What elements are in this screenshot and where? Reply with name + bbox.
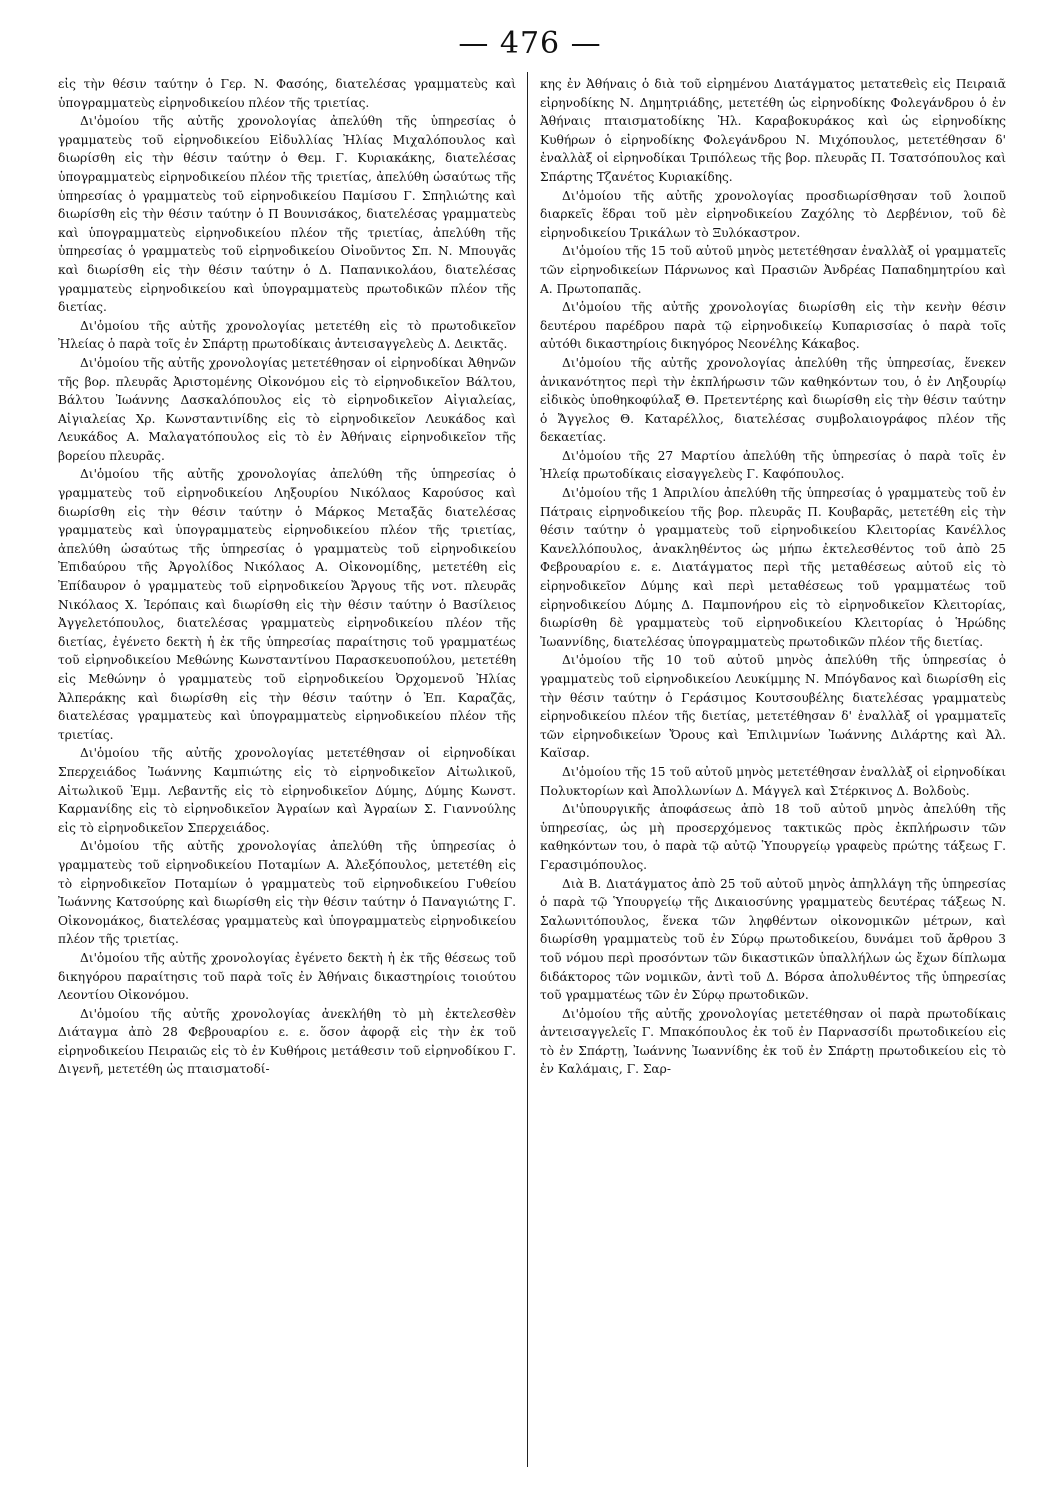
paragraph: εἰς τὴν θέσιν ταύτην ὁ Γερ. Ν. Φασόης, διατελέσας γραμματεὺς καὶ ὑπογραμματεὺς εἰρηνοδικείου πλέον τῆς τριετίας. <box>58 77 516 110</box>
paragraph: Δι'ὑπουργικῆς ἀποφάσεως ἀπὸ 18 τοῦ αὐτοῦ μηνὸς ἀπελύθη τῆς ὑπηρεσίας, ὡς μὴ προσερχόμενος τακτικῶς πρὸς ἐκπλήρωσιν τῶν καθηκόντων του, ὁ παρὰ τῷ αὐτῷ Ὑπουργείῳ γραφεὺς πρώτης τάξεως Γ. Γερασιμόπουλος. <box>540 802 1006 872</box>
paragraph: Δι'ὁμοίου τῆς αὐτῆς χρονολογίας μετετέθησαν οἱ παρὰ πρωτοδίκαις ἀντεισαγγελεῖς Γ. Μπακόπουλος ἐκ τοῦ ἐν Παρνασσίδι πρωτοδικείου εἰς τὸ ἐν Σπάρτῃ, Ἰωάννης Ἰωαννίδης ἐκ τοῦ ἐν Σπάρτῃ πρωτοδικείου εἰς τὸ ἐν Καλάμαις, Γ. Σαρ- <box>540 1006 1006 1077</box>
left-column <box>58 75 516 1079</box>
paragraph: Δι'ὁμοίου τῆς αὐτῆς χρονολογίας ἀπελύθη τῆς ὑπηρεσίας ὁ γραμματεὺς τοῦ εἰρηνοδικείου Ποταμίων Α. Ἀλεξόπουλος, μετετέθη εἰς τὸ εἰρηνοδικεῖον Ποταμίων ὁ γραμματεὺς τοῦ εἰρηνοδικείου Γυθείου Ἰωάννης Κατσούρης καὶ διωρίσθη εἰς τὴν θέσιν ταύτην ὁ Παναγιώτης Γ. Οἰκονομάκος, διατελέσας γραμματεὺς καὶ ὑπογραμματεὺς εἰρηνοδικείου πλέον τῆς τριετίας. <box>58 839 516 947</box>
paragraph: Δι'ὁμοίου τῆς 15 τοῦ αὐτοῦ μηνὸς μετετέθησαν ἐναλλὰξ οἱ εἰρηνοδίκαι Πολυκτορίων καὶ Ἀπολλωνίων Δ. Μάγγελ καὶ Στέρκινος Δ. Βολδοὺς. <box>540 764 1006 798</box>
paragraph: Δι'ὁμοίου τῆς αὐτῆς χρονολογίας ἀνεκλήθη τὸ μὴ ἐκτελεσθὲν Διάταγμα ἀπὸ 28 Φεβρουαρίου ε. ε. ὅσον ἀφορᾷ εἰς τὴν ἐκ τοῦ εἰρηνοδικείου Πειραιῶς εἰς τὸ ἐν Κυθήροις μετάθεσιν τοῦ εἰρηνοδίκου Γ. Διγενῆ, μετετέθη ὡς πταισματοδί- <box>58 1006 516 1077</box>
column-divider <box>527 72 528 1467</box>
paragraph: Δι'ὁμοίου τῆς αὐτῆς χρονολογίας ἐγένετο δεκτὴ ἡ ἐκ τῆς θέσεως τοῦ δικηγόρου παραίτησις τοῦ παρὰ τοῖς ἐν Ἀθήναις δικαστηρίοις τοιούτου Λεοντίου Οἰκονόμου. <box>58 950 516 1003</box>
paragraph: Δι'ὁμοίου τῆς αὐτῆς χρονολογίας ἀπελύθη τῆς ὑπηρεσίας ὁ γραμματεὺς τοῦ εἰρηνοδικείου Εἰδυλλίας Ἠλίας Μιχαλόπουλος καὶ διωρίσθη εἰς τὴν θέσιν ταύτην ὁ Θεμ. Γ. Κυριακάκης, διατελέσας ὑπογραμματεὺς εἰρηνοδικείου πλέον τῆς τριετίας, ἀπελύθη ὡσαύτως τῆς ὑπηρεσίας ὁ γραμματεὺς τοῦ εἰρηνοδικείου Παμίσου Γ. Σπηλιώτης καὶ διωρίσθη εἰς τὴν θέσιν ταύτην ὁ Π Βουνισάκος, διατελέσας γραμματεὺς καὶ ὑπογραμματεὺς εἰρηνοδικείου πλέον τῆς τριετίας, ἀπελύθη τῆς ὑπηρεσίας ὁ γραμματεὺς τοῦ εἰρηνοδικείου Οἰνοῦντος Σπ. Ν. Μπουγᾶς καὶ διωρίσθη εἰς τὴν θέσιν ταύτην ὁ Δ. Παπανικολάου, διατελέσας γραμματεὺς εἰρηνοδικείου καὶ ὑπογραμματεὺς πρωτοδικῶν πλέον τῆς διετίας. <box>58 114 516 315</box>
paragraph: Δι'ὁμοίου τῆς αὐτῆς χρονολογίας μετετέθησαν οἱ εἰρηνοδίκαι Σπερχειάδος Ἰωάννης Καμπιώτης εἰς τὸ εἰρηνοδικεῖον Αἰτωλικοῦ, Αἰτωλικοῦ Ἐμμ. Λεβαντῆς εἰς τὸ εἰρηνοδικεῖον Δύμης, Δύμης Κωνστ. Καρμανίδης εἰς τὸ εἰρηνοδικεῖον Ἀγραίων καὶ Ἀγραίων Σ. Γιαννούλης εἰς τὸ εἰρηνοδικεῖον Σπερχειάδος. <box>58 746 516 835</box>
paragraph: Δι'ὁμοίου τῆς 27 Μαρτίου ἀπελύθη τῆς ὑπηρεσίας ὁ παρὰ τοῖς ἐν Ἠλείᾳ πρωτοδίκαις εἰσαγγελεὺς Γ. Καφόπουλος. <box>540 448 1006 482</box>
paragraph: Δι'ὁμοίου τῆς αὐτῆς χρονολογίας μετετέθησαν οἱ εἰρηνοδίκαι Ἀθηνῶν τῆς βορ. πλευρᾶς Ἀριστομένης Οἰκονόμου εἰς τὸ εἰρηνοδικεῖον Βάλτου, Βάλτου Ἰωάννης Δασκαλόπουλος εἰς τὸ εἰρηνοδικεῖον Αἰγιαλείας, Αἰγιαλείας Χρ. Κωνσταντινίδης εἰς τὸ εἰρηνοδικεῖον Λευκάδος καὶ Λευκάδος Α. Μαλαγατόπουλος εἰς τὸ ἐν Ἀθήναις εἰρηνοδικεῖον τῆς βορείου πλευρᾶς. <box>58 355 516 463</box>
paragraph: Δι'ὁμοίου τῆς 1 Ἀπριλίου ἀπελύθη τῆς ὑπηρεσίας ὁ γραμματεὺς τοῦ ἐν Πάτραις εἰρηνοδικείου τῆς βορ. πλευρᾶς Π. Κουβαρᾶς, μετετέθη εἰς τὴν θέσιν ταύτην ὁ γραμματεὺς τοῦ εἰρηνοδικείου Κλειτορίας Κανέλλος Κανελλόπουλος, ἀνακληθέντος ὡς μήπω ἐκτελεσθέντος τοῦ ἀπὸ 25 Φεβρουαρίου ε. ε. Διατάγματος περὶ τῆς μεταθέσεως αὐτοῦ εἰς τὸ εἰρηνοδικεῖον Δύμης καὶ περὶ μεταθέσεως τοῦ γραμματέως τοῦ εἰρηνοδικείου Δύμης Δ. Παμπονήρου εἰς τὸ εἰρηνοδικεῖον Κλειτορίας, διωρίσθη δὲ γραμματεὺς τοῦ εἰρηνοδικείου Κλειτορίας ὁ Ἡρώδης Ἰωαννίδης, διατελέσας ὑπογραμματεὺς πρωτοδικῶν πλέον τῆς διετίας. <box>540 486 1006 649</box>
paragraph: Δι'ὁμοίου τῆς 15 τοῦ αὐτοῦ μηνὸς μετετέθησαν ἐναλλὰξ οἱ γραμματεῖς τῶν εἰρηνοδικείων Πάρνωνος καὶ Πρασιῶν Ἀνδρέας Παπαδημητρίου καὶ Α. Πρωτοπαπᾶς. <box>540 244 1006 296</box>
paragraph: Δι'ὁμοίου τῆς αὐτῆς χρονολογίας διωρίσθη εἰς τὴν κενὴν θέσιν δευτέρου παρέδρου παρὰ τῷ εἰρηνοδικείῳ Κυπαρισσίας ὁ παρὰ τοῖς αὐτόθι δικαστηρίοις δικηγόρος Νεονέλης Κάκαβος. <box>540 300 1006 352</box>
paragraph: Δι'ὁμοίου τῆς αὐτῆς χρονολογίας προσδιωρίσθησαν τοῦ λοιποῦ διαρκεῖς ἕδραι τοῦ μὲν εἰρηνοδικείου Ζαχόλης τὸ Δερβένιον, τοῦ δὲ εἰρηνοδικείου Τρικάλων τὸ Ξυλόκαστρον. <box>540 188 1006 240</box>
right-column <box>540 75 1006 1079</box>
paragraph: Διὰ Β. Διατάγματος ἀπὸ 25 τοῦ αὐτοῦ μηνὸς ἀπηλλάγη τῆς ὑπηρεσίας ὁ παρὰ τῷ Ὑπουργείῳ τῆς Δικαιοσύνης γραμματεὺς δευτέρας τάξεως Ν. Σαλωνιτόπουλος, ἕνεκα τῶν ληφθέντων οἰκονομικῶν μέτρων, καὶ διωρίσθη γραμματεὺς τοῦ ἐν Σύρῳ πρωτοδικείου, δυνάμει τοῦ ἄρθρου 3 τοῦ νόμου περὶ προσόντων τῶν δικαστικῶν ὑπαλλήλων ὡς ἔχων δίπλωμα διδάκτορος τῶν νομικῶν, ἀντὶ τοῦ Δ. Βόρσα ἀπολυθέντος τῆς ὑπηρεσίας τοῦ γραμματέως τῶν ἐν Σύρῳ πρωτοδικῶν. <box>540 876 1006 1003</box>
paragraph: Δι'ὁμοίου τῆς 10 τοῦ αὐτοῦ μηνὸς ἀπελύθη τῆς ὑπηρεσίας ὁ γραμματεὺς τοῦ εἰρηνοδικείου Λευκίμμης Ν. Μπόγδανος καὶ διωρίσθη εἰς τὴν θέσιν ταύτην ὁ Γεράσιμος Κουτσουβέλης διατελέσας γραμματεὺς εἰρηνοδικείου πλέον τῆς διετίας, μετετέθησαν δ' ἐναλλὰξ οἱ γραμματεῖς τῶν εἰρηνοδικείων Ὄρους καὶ Ἐπιλιμνίων Ἰωάννης Διλάρτης καὶ Ἀλ. Καϊσαρ. <box>540 653 1006 761</box>
page-number: — 476 — <box>458 26 602 61</box>
paragraph: κης ἐν Ἀθήναις ὁ διὰ τοῦ εἰρημένου Διατάγματος μετατεθεὶς εἰς Πειραιᾶ εἰρηνοδίκης Ν. Δημητριάδης, μετετέθη ὡς εἰρηνοδίκης Φολεγάνδρου ὁ ἐν Ἀθήναις πταισματοδίκης Ἠλ. Καραβοκυράκος καὶ ὡς εἰρηνοδίκης Κυθήρων ὁ εἰρηνοδίκης Φολεγάνδρου Ν. Μιχόπουλος, μετετέθησαν δ' ἐναλλὰξ οἱ εἰρηνοδίκαι Τριπόλεως τῆς βορ. πλευρᾶς Π. Τσατσόπουλος καὶ Σπάρτης Τζανέτος Κυριακίδης. <box>540 77 1006 184</box>
paragraph: Δι'ὁμοίου τῆς αὐτῆς χρονολογίας μετετέθη εἰς τὸ πρωτοδικεῖον Ἠλείας ὁ παρὰ τοῖς ἐν Σπάρτῃ πρωτοδίκαις ἀντεισαγγελεὺς Δ. Δεικτᾶς. <box>58 318 516 352</box>
paragraph: Δι'ὁμοίου τῆς αὐτῆς χρονολογίας ἀπελύθη τῆς ὑπηρεσίας ὁ γραμματεὺς τοῦ εἰρηνοδικείου Ληξουρίου Νικόλαος Καρούσος καὶ διωρίσθη εἰς τὴν θέσιν ταύτην ὁ Μάρκος Μεταξᾶς διατελέσας γραμματεὺς καὶ ὑπογραμματεὺς εἰρηνοδικείου πλέον τῆς τριετίας, ἀπελύθη ὡσαύτως τῆς ὑπηρεσίας ὁ γραμματεὺς τοῦ εἰρηνοδικείου Ἐπιδαύρου τῆς Ἀργολίδος Νικόλαος Α. Οἰκονομίδης, μετετέθη εἰς Ἐπίδαυρον ὁ γραμματεὺς τοῦ εἰρηνοδικείου Ἄργους τῆς νοτ. πλευρᾶς Νικόλαος Χ. Ἰερόπαις καὶ διωρίσθη εἰς τὴν θέσιν ταύτην ὁ Βασίλειος Ἀγγελετόπουλος, διατελέσας γραμματεὺς εἰρηνοδικείου πλέον τῆς διετίας, ἐγένετο δεκτὴ ἡ ἐκ τῆς ὑπηρεσίας παραίτησις τοῦ γραμματέως τοῦ εἰρηνοδικείου Μεθώνης Κωνσταντίνου Παρασκευοπούλου, μετετέθη εἰς Μεθώνην ὁ γραμματεὺς τοῦ εἰρηνοδικείου Ὀρχομενοῦ Ἠλίας Ἀλπεράκης καὶ διωρίσθη εἰς τὴν θέσιν ταύτην ὁ Ἐπ. Καραζᾶς, διατελέσας γραμματεὺς καὶ ὑπογραμματεὺς εἰρηνοδικείου πλέον τῆς τριετίας. <box>58 467 516 742</box>
paragraph: Δι'ὁμοίου τῆς αὐτῆς χρονολογίας ἀπελύθη τῆς ὑπηρεσίας, ἕνεκεν ἀνικανότητος περὶ τὴν ἐκπλήρωσιν τῶν καθηκόντων του, ὁ ἐν Ληξουρίῳ εἰδικὸς ὑποθηκοφύλαξ Θ. Πρετεντέρης καὶ διωρίσθη εἰς τὴν θέσιν ταύτην ὁ Ἄγγελος Θ. Καταρέλλος, διατελέσας συμβολαιογράφος πλέον τῆς δεκαετίας. <box>540 355 1006 445</box>
